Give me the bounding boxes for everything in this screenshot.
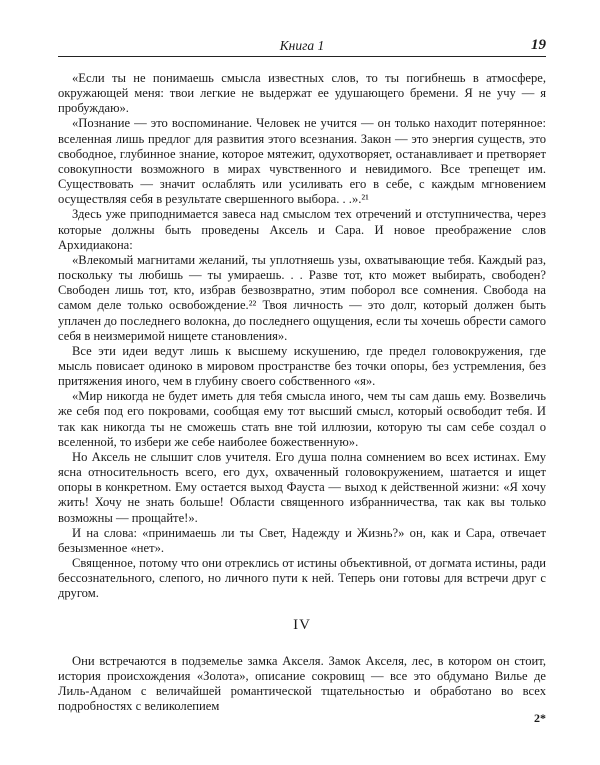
running-title: Книга 1: [279, 38, 325, 53]
running-header: [58, 38, 546, 57]
paragraph: «Влекомый магнитами желаний, ты уплотняешь узы, охватывающие тебя. Каждый раз, поскольку ты любишь — ты умираешь. . . Разве тот, кто может выбирать, свободен? Свободен лишь тот, кто, избрав безвозвратно, этим поборол все сомнения. Свобода на самом деле только освобождение.²² Твоя личность — это долг, который должен быть уплачен до последнего волокна, до последнего ощущения, если ты хочешь обрести самого себя в неизмеримой нищете становления».: [58, 252, 546, 343]
page-body: [58, 71, 546, 714]
book-page: [58, 38, 546, 714]
paragraph: Священное, потому что они отреклись от истины объективной, от догмата истины, ради бессознательного, слепого, но личного пути к ней. Теперь они готовы для встречи друг с другом.: [58, 556, 546, 601]
paragraph: «Мир никогда не будет иметь для тебя смысла иного, чем ты сам дашь ему. Возвеличь же себя под его покровами, сообщая ему тот высший смысл, который освободит тебя. И так как никогда ты не сможешь стать вне той иллюзии, которую ты сам себе создал о вселенной, то избери же себе наиболее божественную».: [58, 389, 546, 449]
signature-mark: 2*: [534, 711, 546, 725]
paragraph: Здесь уже приподнимается завеса над смыслом тех отречений и отступничества, через которые должны быть проведены Аксель и Сара. И новое преображение слов Архидиакона:: [58, 207, 546, 252]
paragraph: И на слова: «принимаешь ли ты Свет, Надежду и Жизнь?» он, как и Сара, отвечает безызменное «нет».: [58, 525, 546, 555]
paragraph: «Познание — это воспоминание. Человек не учится — он только находит потерянное: вселенная лишь предлог для развития этого всезнания. Закон — это энергия существ, это свободное, глубинное знание, которое мятежит, одухотворяет, останавливает и претворяет совокупности возможного в мирах чувственного и невидимого. Все трепещет им. Существовать — значит ослаблять или усиливать его в себе, с каждым мгновением осуществляя себя в результате свершенного выбора. . .».²¹: [58, 116, 546, 207]
paragraph: Все эти идеи ведут лишь к высшему искушению, где предел головокружения, где мысль повисает одиноко в мировом пространстве без точки опоры, без устремления, без притяжения иного, чем в глубину своего собственного «я».: [58, 343, 546, 389]
section-heading: IV: [293, 617, 311, 634]
paragraph: Но Аксель не слышит слов учителя. Его душа полна сомнением во всех истинах. Ему ясна относительность всего, его дух, охваченный головокружением, шатается и ищет опоры в конкретном. Ему остается выход Фауста — выход к действенной жизни: «Я хочу жить! Хочу не знать больше! Области священного избранничества, так как вы только возможны — прощайте!».: [58, 449, 546, 525]
paragraph: «Если ты не понимаешь смысла известных слов, то ты погибнешь в атмосфере, окружающей меня: твои легкие не выдержат ее удушающего бремени. Я не учу — я пробуждаю».: [58, 71, 546, 116]
page-number: 19: [531, 37, 546, 53]
paragraph: Они встречаются в подземелье замка Акселя. Замок Акселя, лес, в котором он стоит, история происхождения «Золота», описание сокровищ — все это обдумано Вилье де Лиль-Аданом с величайшей романтической тщательностью и обработано во всех подробностях с великолепием: [58, 653, 546, 714]
